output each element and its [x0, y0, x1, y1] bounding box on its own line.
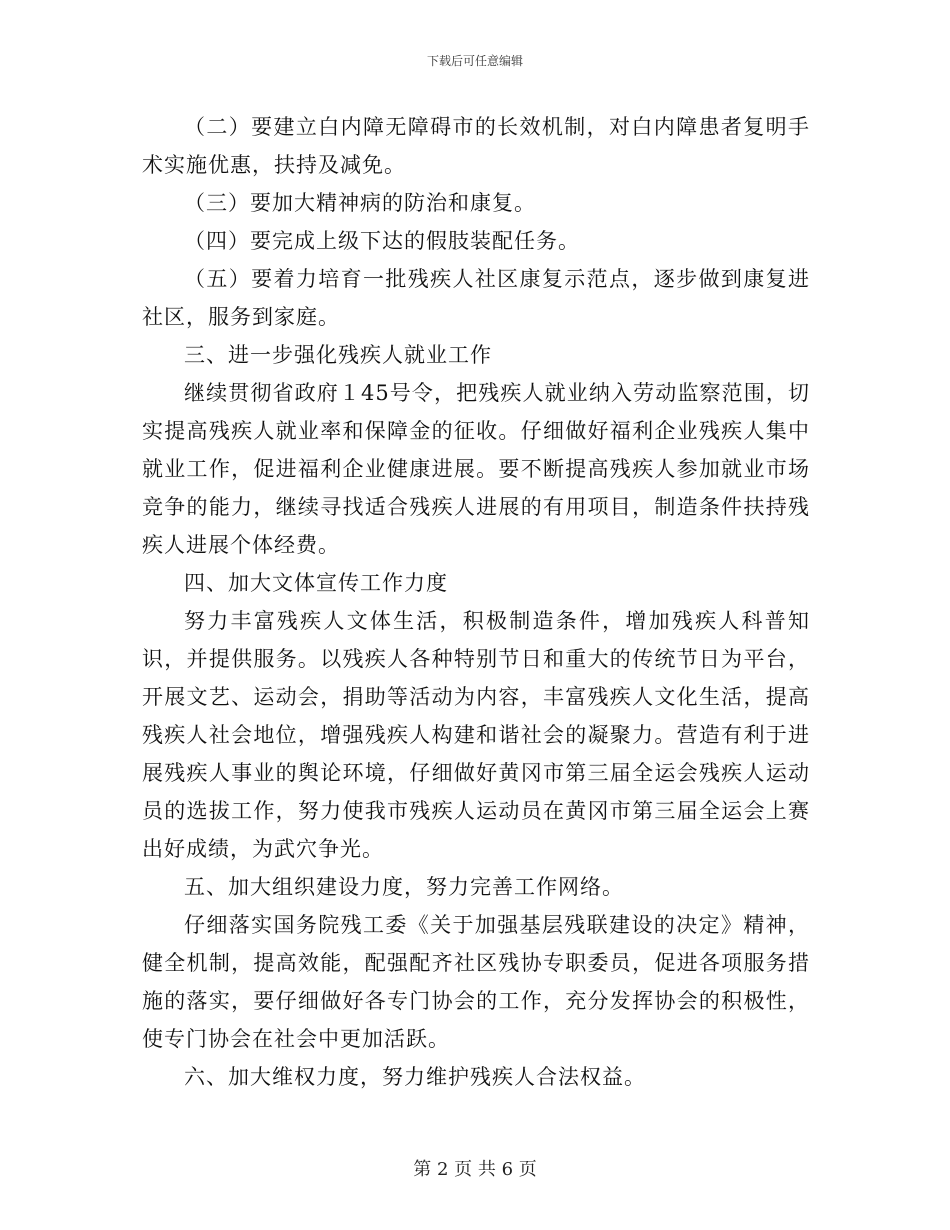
document-body [142, 108, 810, 1096]
section-heading-employment: 三、进一步强化残疾人就业工作 [184, 343, 492, 367]
paragraph-item-2-section: （二）要建立白内障无障碍市的长效机制，对白内障患者复明手术实施优惠，扶持及减免。 [142, 115, 810, 177]
paragraph-employment: 继续贯彻省政府１45号令，把残疾人就业纳入劳动监察范围，切实提高残疾人就业率和保障金的征收。仔细做好福利企业残疾人集中就业工作，促进福利企业健康进展。要不断提高残疾人参加就业市场竞争的能力，继续寻找适合残疾人进展的有用项目，制造条件扶持残疾人进展个体经费。 [142, 381, 810, 557]
section-heading-organization: 五、加大组织建设力度，努力完善工作网络。 [184, 875, 624, 899]
paragraph-culture: 努力丰富残疾人文体生活，积极制造条件，增加残疾人科普知识，并提供服务。以残疾人各种特别节日和重大的传统节日为平台，开展文艺、运动会，捐助等活动为内容，丰富残疾人文化生活，提高残疾人社会地位，增强残疾人构建和谐社会的凝聚力。营造有利于进展残疾人事业的舆论环境，仔细做好黄冈市第三届全运会残疾人运动员的选拔工作，努力使我市残疾人运动员在黄冈市第三届全运会上赛出好成绩，为武穴争光。 [142, 609, 810, 861]
paragraph-organization: 仔细落实国务院残工委《关于加强基层残联建设的决定》精神，健全机制，提高效能，配强配齐社区残协专职委员，促进各项服务措施的落实，要仔细做好各专门协会的工作，充分发挥协会的积极性，使专门协会在社会中更加活跃。 [142, 913, 810, 1051]
paragraph-item-5-section: （五）要着力培育一批残疾人社区康复示范点，逐步做到康复进社区，服务到家庭。 [142, 267, 810, 329]
page-number-footer: 第 2 页 共 6 页 [413, 1159, 537, 1180]
section-heading-culture: 四、加大文体宣传工作力度 [184, 571, 448, 595]
section-heading-rights: 六、加大维权力度，努力维护残疾人合法权益。 [184, 1065, 646, 1089]
page-header-note: 下载后可任意编辑 [426, 54, 523, 68]
paragraph-item-3-section: （三）要加大精神病的防治和康复。 [184, 191, 536, 215]
paragraph-item-4-section: （四）要完成上级下达的假肢装配任务。 [184, 229, 580, 253]
